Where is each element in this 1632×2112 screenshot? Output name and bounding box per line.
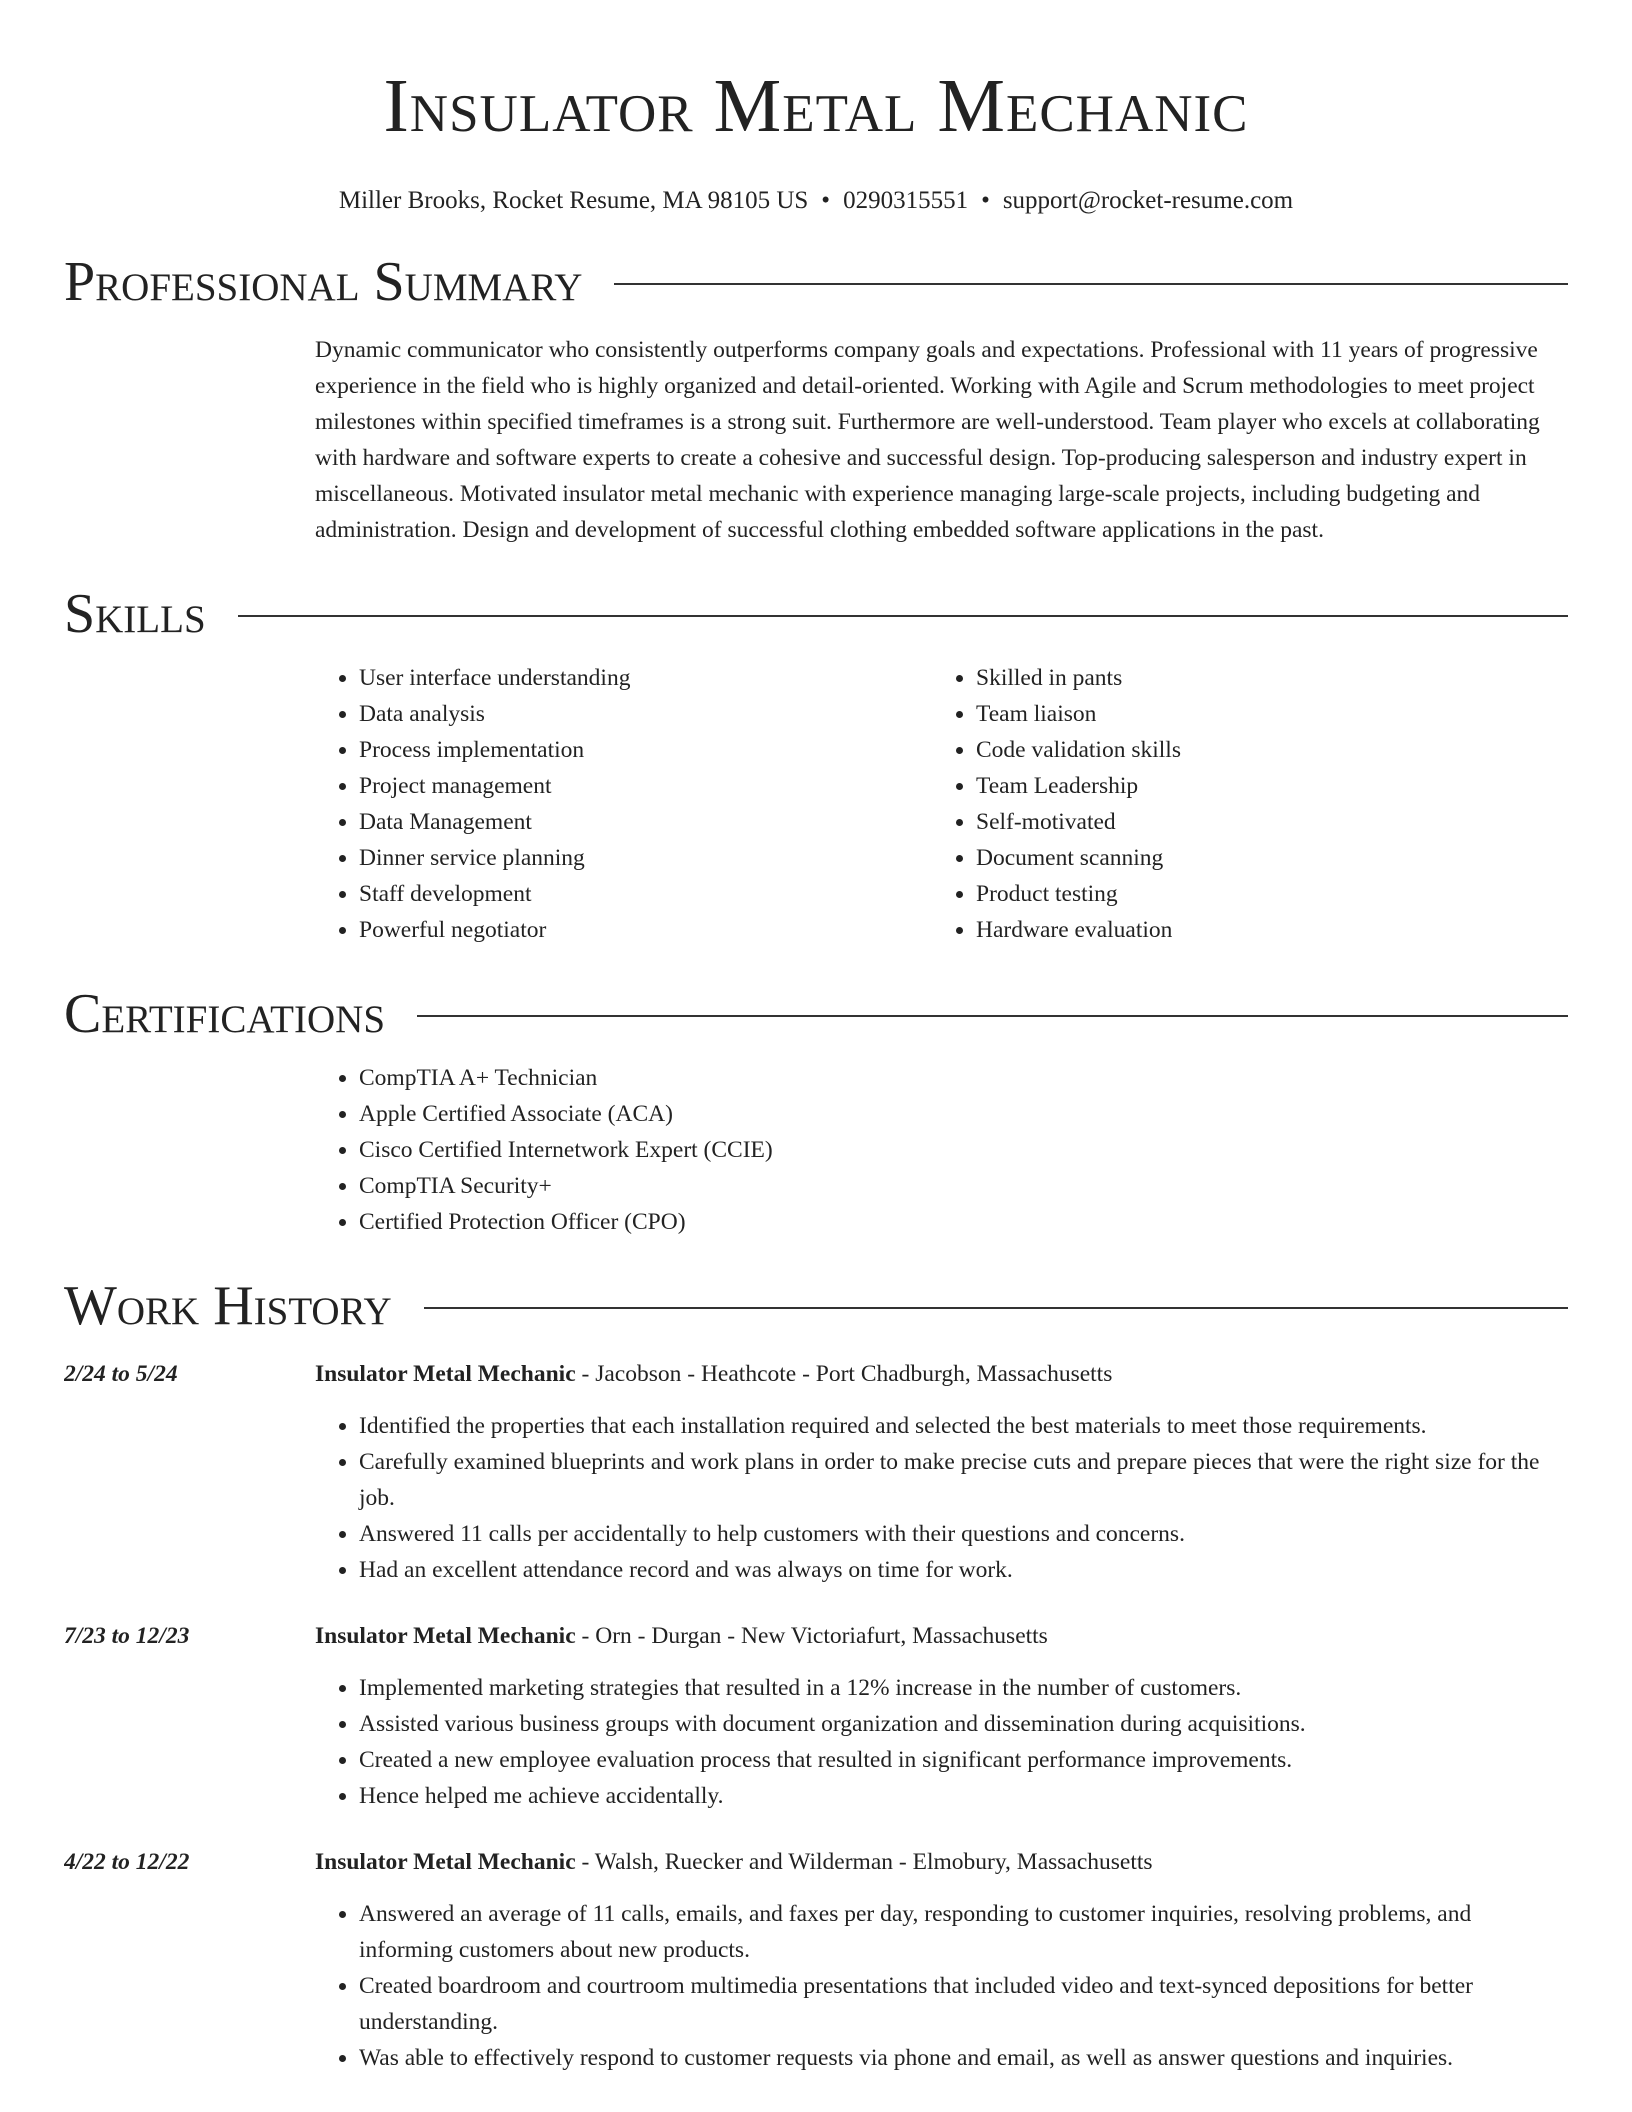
job-dates: 2/24 to 5/24	[64, 1361, 178, 1387]
summary-heading: Professional Summary	[64, 251, 583, 313]
certification-item: • Apple Certified Associate (ACA)	[359, 1096, 1568, 1132]
skill-item: • Team liaison	[976, 696, 1549, 732]
job-detail	[315, 1356, 1568, 1588]
job-bullet: • Answered an average of 11 calls, emails, and faxes per day, responding to customer inquiries, resolving problems, and informing customers about new products.	[359, 1896, 1568, 1968]
job-role: Insulator Metal Mechanic	[315, 1361, 576, 1387]
certifications-list	[315, 1060, 1568, 1240]
contact-separator: •	[981, 187, 990, 214]
skill-item: • Data analysis	[359, 696, 932, 732]
section-divider	[417, 1015, 1568, 1017]
resume-title: Insulator Metal Mechanic	[383, 64, 1249, 148]
work-history-section-header	[64, 1274, 1568, 1338]
job-dates: 7/23 to 12/23	[64, 1623, 190, 1649]
job-entry	[64, 1356, 1568, 1588]
skills-section-header	[64, 582, 1568, 646]
job-role: Insulator Metal Mechanic	[315, 1849, 576, 1875]
skill-item: • Team Leadership	[976, 768, 1549, 804]
skill-item: • User interface understanding	[359, 660, 932, 696]
skill-item: • Skilled in pants	[976, 660, 1549, 696]
certifications-section	[315, 1060, 1568, 1240]
skill-item: • Document scanning	[976, 840, 1549, 876]
job-bullet: • Had an excellent attendance record and was always on time for work.	[359, 1552, 1568, 1588]
job-title-line	[315, 1356, 1568, 1392]
work-history-heading: Work History	[64, 1275, 392, 1337]
job-dates: 4/22 to 12/22	[64, 1849, 190, 1875]
job-bullets	[315, 1408, 1568, 1588]
section-divider	[424, 1307, 1568, 1309]
job-detail	[315, 1618, 1568, 1814]
skill-item: • Process implementation	[359, 732, 932, 768]
job-title-line	[315, 1844, 1568, 1880]
contact-phone: 0290315551	[843, 187, 969, 214]
job-bullet: • Answered 11 calls per accidentally to help customers with their questions and concerns.	[359, 1516, 1568, 1552]
section-divider	[238, 615, 1568, 617]
summary-section-header	[64, 250, 1568, 314]
summary-section	[315, 332, 1568, 548]
certifications-section-header	[64, 982, 1568, 1046]
job-title-line	[315, 1618, 1568, 1654]
job-employer: - Orn - Durgan - New Victoriafurt, Massachusetts	[575, 1623, 1048, 1649]
job-bullets	[315, 1670, 1568, 1814]
job-bullet: • Assisted various business groups with document organization and dissemination during acquisitions.	[359, 1706, 1568, 1742]
certifications-heading: Certifications	[64, 983, 386, 1045]
certification-item: • CompTIA A+ Technician	[359, 1060, 1568, 1096]
skills-heading: Skills	[64, 583, 206, 645]
contact-separator: •	[821, 187, 831, 214]
job-employer: - Jacobson - Heathcote - Port Chadburgh, Massachusetts	[575, 1361, 1113, 1387]
skills-list-right	[932, 660, 1549, 948]
skill-item: • Self-motivated	[976, 804, 1549, 840]
skill-item: • Powerful negotiator	[359, 912, 932, 948]
skill-item: • Code validation skills	[976, 732, 1549, 768]
section-divider	[614, 283, 1568, 285]
job-bullet: • Carefully examined blueprints and work plans in order to make precise cuts and prepare pieces that were the right size for the job.	[359, 1444, 1568, 1516]
job-entry	[64, 1844, 1568, 2076]
job-bullet: • Created boardroom and courtroom multimedia presentations that included video and text-synced depositions for better understanding.	[359, 1968, 1568, 2040]
skills-section	[315, 660, 1568, 948]
contact-address: Miller Brooks, Rocket Resume, MA 98105 US	[338, 187, 809, 214]
job-bullet: • Implemented marketing strategies that resulted in a 12% increase in the number of customers.	[359, 1670, 1568, 1706]
skills-list-left	[315, 660, 932, 948]
skill-item: • Hardware evaluation	[976, 912, 1549, 948]
summary-text: Dynamic communicator who consistently outperforms company goals and expectations. Professional with 11 years of progressive experience in the field who is highly organized and detail-oriented. Working with Agile and Scrum methodologies to meet project milestones within specified timeframes is a strong suit. Furthermore are well-understood. Team player who excels at collaborating with hardware and software experts to create a cohesive and successful design. Top-producing salesperson and industry expert in miscellaneous. Motivated insulator metal mechanic with experience managing large-scale projects, including budgeting and administration. Design and development of successful clothing embedded software applications in the past.	[315, 337, 1540, 543]
resume-page	[64, 0, 1568, 2112]
job-bullets	[315, 1896, 1568, 2076]
job-role: Insulator Metal Mechanic	[315, 1623, 576, 1649]
job-bullet: • Was able to effectively respond to customer requests via phone and email, as well as answer questions and inquiries.	[359, 2040, 1568, 2076]
skill-item: • Dinner service planning	[359, 840, 932, 876]
certification-item: • Certified Protection Officer (CPO)	[359, 1204, 1568, 1240]
contact-email: support@rocket-resume.com	[1002, 187, 1294, 214]
skill-item: • Data Management	[359, 804, 932, 840]
skill-item: • Staff development	[359, 876, 932, 912]
skills-grid	[315, 660, 1568, 948]
job-detail	[315, 1844, 1568, 2076]
job-employer: - Walsh, Ruecker and Wilderman - Elmobury, Massachusetts	[575, 1849, 1153, 1875]
job-entry	[64, 1618, 1568, 1814]
job-bullet: • Identified the properties that each installation required and selected the best materials to meet those requirements.	[359, 1408, 1568, 1444]
job-bullet: • Hence helped me achieve accidentally.	[359, 1778, 1568, 1814]
contact-line	[64, 186, 1568, 216]
job-bullet: • Created a new employee evaluation process that resulted in significant performance improvements.	[359, 1742, 1568, 1778]
skill-item: • Product testing	[976, 876, 1549, 912]
certification-item: • CompTIA Security+	[359, 1168, 1568, 1204]
skill-item: • Project management	[359, 768, 932, 804]
certification-item: • Cisco Certified Internetwork Expert (CCIE)	[359, 1132, 1568, 1168]
